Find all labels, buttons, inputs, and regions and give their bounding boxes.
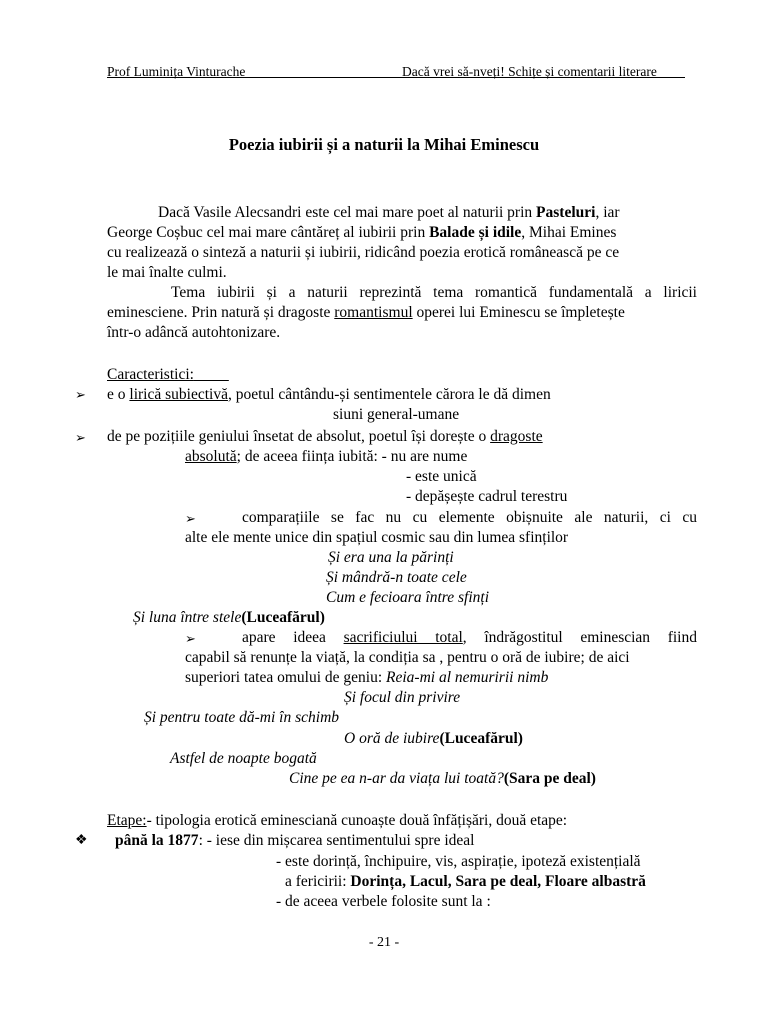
text: : - iese din mișcarea sentimentului spre ideal (198, 832, 475, 849)
header-book-title: Dacă vrei să-nveți! Schițe și comentarii literare (402, 64, 657, 79)
page-number: - 21 - (368, 935, 400, 950)
text-bold: Balade și idile (429, 224, 522, 241)
verse1-line2: Și mândră-n toate cele (326, 569, 467, 586)
char-sub2-line3 (185, 668, 548, 688)
text-italic: O oră de iubire (344, 730, 440, 747)
char-sub2-line2: capabil să renunțe la viață, la condiția sa , pentru o oră de iubire; de aici (185, 649, 630, 666)
char-bullet2-line3: - este unică (406, 468, 477, 485)
intro-p1-line4: le mai înalte culmi. (107, 264, 227, 281)
arrow-bullet-icon: ➢ (75, 430, 86, 445)
stage1-line3 (285, 872, 646, 892)
text-italic: Reia-mi al nemuririi nimb (386, 669, 549, 686)
characteristics-heading (107, 365, 229, 385)
text: Caracteristici: (107, 366, 194, 383)
text-bold: (Sara pe deal) (503, 770, 596, 787)
verse2-line3 (344, 729, 523, 749)
text: George Coșbuc cel mai mare cântăreț al iubirii prin (107, 224, 430, 241)
intro-p2-line3: într-o adâncă autohtonizare. (107, 324, 281, 341)
stage1-line1 (115, 831, 474, 851)
verse3-line1: Astfel de noapte bogată (170, 750, 317, 767)
arrow-bullet-icon: ➢ (185, 631, 196, 646)
text: eminesciene. Prin natură și dragoste (107, 304, 335, 321)
text-underlined: lirică subiectivă (129, 386, 228, 403)
text: superiori tatea omului de geniu: (185, 669, 387, 686)
text: apare ideea (242, 629, 344, 646)
text: , îndrăgostitul eminescian fiind (462, 629, 697, 646)
intro-p1-line1 (158, 203, 620, 223)
char-bullet1-line1 (107, 385, 551, 405)
header-rule (107, 77, 685, 78)
arrow-bullet-icon: ➢ (75, 387, 86, 402)
stages-heading (107, 811, 567, 831)
text: , poetul cântându-și sentimentele cărora le dă dimen (227, 386, 551, 403)
char-bullet2-line2 (185, 447, 467, 467)
text: , Mihai Emines (521, 224, 617, 241)
intro-p1-line3: cu realizează o sinteză a naturii și iubirii, ridicând poezia erotică românească pe ce (107, 244, 620, 261)
text-bold: Pasteluri (536, 204, 596, 221)
diamond-bullet-icon: ❖ (75, 833, 88, 848)
arrow-bullet-icon: ➢ (185, 511, 196, 526)
verse2-line2: Și pentru toate dă-mi în schimb (144, 709, 340, 726)
text: operei lui Eminescu se împletește (412, 304, 625, 321)
text: - tipologia erotică eminesciană cunoaște două înfățișări, două etape: (146, 812, 568, 829)
text-bold: (Luceafărul) (439, 730, 523, 747)
text: , iar (595, 204, 620, 221)
stage1-line2: - este dorință, închipuire, vis, aspirație, ipoteză existențială (276, 853, 641, 870)
verse2-line1: Și focul din privire (344, 689, 461, 706)
text-underlined: dragoste (490, 428, 543, 445)
intro-p2-line2 (107, 303, 625, 323)
text-bold: Dorința, Lacul, Sara pe deal, Floare albastră (350, 873, 646, 890)
char-sub1-line2: alte ele mente unice din spațiul cosmic sau din lumea sfinților (185, 529, 569, 546)
text: a fericirii: (285, 873, 351, 890)
text-underlined: absolută (185, 448, 237, 465)
text-underlined: sacrificiului total (343, 629, 463, 646)
stage1-line4: - de aceea verbele folosite sunt la : (276, 893, 491, 910)
text-italic: Cine pe ea n-ar da viața lui toată? (289, 770, 504, 787)
text-italic: Și luna între stele (133, 609, 242, 626)
text-bold: (Luceafărul) (241, 609, 325, 626)
verse1-line1: Și era una la părinți (328, 549, 454, 566)
verse1-line3: Cum e fecioara între sfinți (326, 589, 490, 606)
verse3-line2 (289, 769, 596, 789)
char-bullet2-line4: - depășește cadrul terestru (406, 488, 568, 505)
text: ; de aceea ființa iubită: - nu are nume (236, 448, 468, 465)
char-bullet2-line1 (107, 427, 543, 447)
intro-p2-line1: Tema iubirii și a naturii reprezintă tema romantică fundamentală a liricii (171, 284, 697, 301)
text: de pe pozițiile geniului însetat de absolut, poetul își dorește o (107, 428, 491, 445)
text-underlined: Etape: (107, 812, 147, 829)
char-sub1-line1: comparațiile se fac nu cu elemente obișnuite ale naturii, ci cu (242, 509, 697, 526)
text-bold: până la 1877 (115, 832, 199, 849)
text: e o (107, 386, 130, 403)
header-author: Prof Luminița Vinturache (107, 64, 246, 79)
char-sub2-line1 (242, 628, 697, 648)
verse1-line4 (133, 608, 325, 628)
text: Dacă Vasile Alecsandri este cel mai mare poet al naturii prin (158, 204, 537, 221)
page-title: Poezia iubirii și a naturii la Mihai Eminescu (228, 135, 540, 154)
char-bullet1-line2: siuni general-umane (333, 406, 460, 423)
intro-p1-line2 (107, 223, 616, 243)
text-underlined: romantismul (334, 304, 413, 321)
